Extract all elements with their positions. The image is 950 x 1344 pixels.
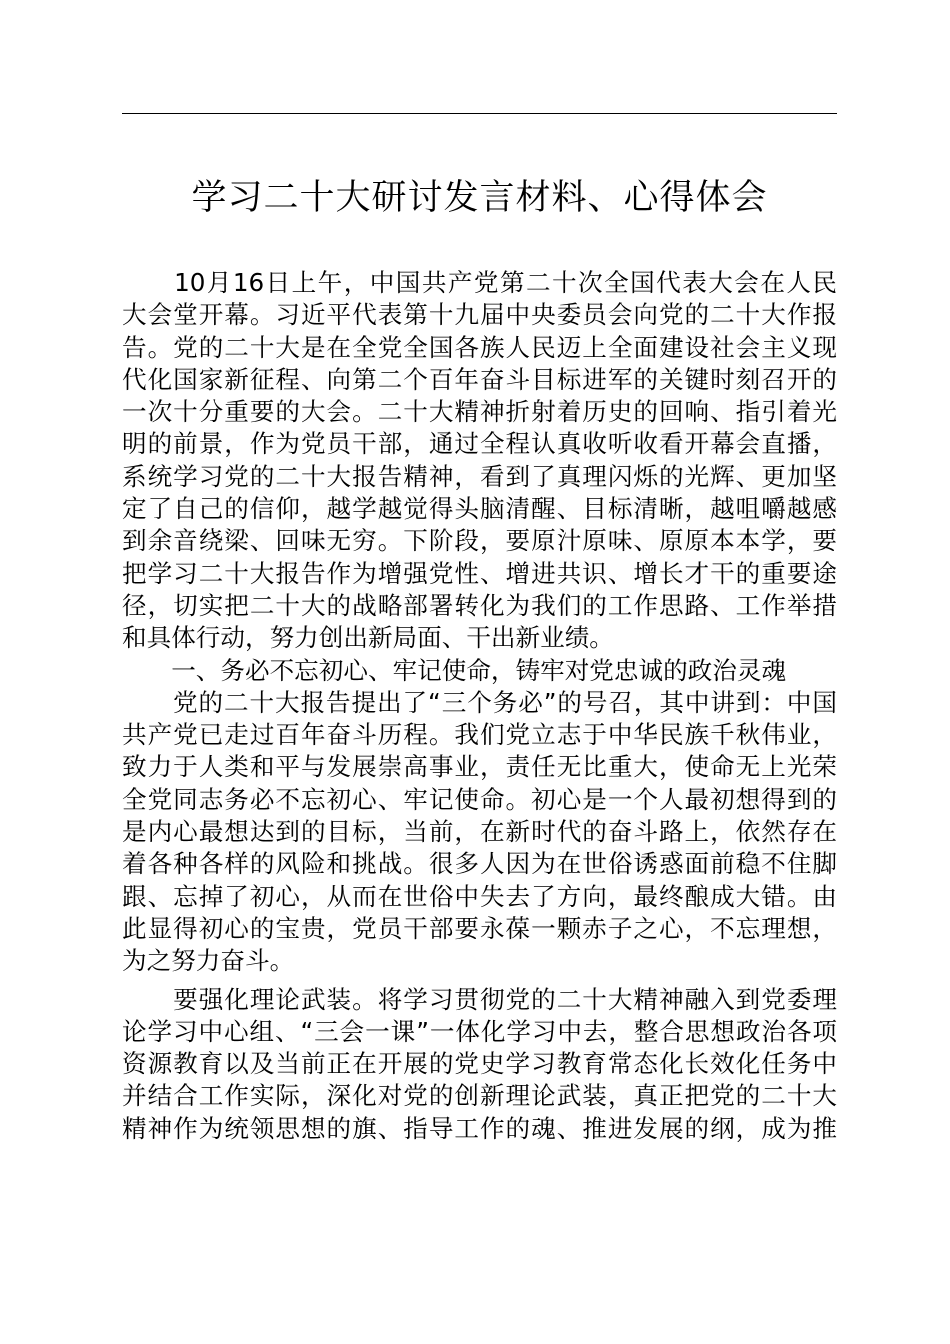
text-line: 大会堂开幕。习近平代表第十九届中央委员会向党的二十大作报 <box>122 300 837 330</box>
text-line: 是内心最想达到的目标，当前，在新时代的奋斗路上，依然存在 <box>122 817 837 847</box>
text-line: 并结合工作实际，深化对党的创新理论武装，真正把党的二十大 <box>122 1081 837 1111</box>
text-line: 10月16日上午，中国共产党第二十次全国代表大会在人民 <box>122 268 837 297</box>
text-line: 精神作为统领思想的旗、指导工作的魂、推进发展的纲，成为推 <box>122 1113 837 1143</box>
section-heading: 一、务必不忘初心、牢记使命，铸牢对党忠诚的政治灵魂 <box>122 655 787 685</box>
document-body <box>122 267 837 1145</box>
text-line: 定了自己的信仰，越学越觉得头脑清醒、目标清晰，越咀嚼越感 <box>122 494 837 524</box>
text-line: 党的二十大报告提出了“三个务必”的号召，其中讲到：中国 <box>122 687 837 717</box>
text-line: 到余音绕梁、回味无穷。下阶段，要原汁原味、原原本本学，要 <box>122 526 837 556</box>
text-line: 着各种各样的风险和挑战。很多人因为在世俗诱惑面前稳不住脚 <box>122 849 837 879</box>
text-line: 此显得初心的宝贵，党员干部要永葆一颗赤子之心，不忘理想， <box>122 913 837 943</box>
text-line: 为之努力奋斗。 <box>122 946 295 976</box>
text-line: 和具体行动，努力创出新局面、干出新业绩。 <box>122 623 614 653</box>
text-line: 系统学习党的二十大报告精神，看到了真理闪烁的光辉、更加坚 <box>122 461 837 491</box>
header-rule <box>122 113 837 114</box>
text-line: 一次十分重要的大会。二十大精神折射着历史的回响、指引着光 <box>122 397 837 427</box>
text-line: 告。党的二十大是在全党全国各族人民迈上全面建设社会主义现 <box>122 332 837 362</box>
document-title: 学习二十大研讨发言材料、心得体会 <box>191 178 768 218</box>
text-line: 把学习二十大报告作为增强党性、增进共识、增长才干的重要途 <box>122 558 837 588</box>
text-line: 明的前景，作为党员干部，通过全程认真收听收看开幕会直播， <box>122 429 837 459</box>
text-line: 代化国家新征程、向第二个百年奋斗目标进军的关键时刻召开的 <box>122 364 837 394</box>
text-line: 论学习中心组、“三会一课”一体化学习中去，整合思想政治各项 <box>122 1016 837 1046</box>
text-line: 致力于人类和平与发展崇高事业，责任无比重大，使命无上光荣 <box>122 752 837 782</box>
text-line: 全党同志务必不忘初心、牢记使命。初心是一个人最初想得到的 <box>122 784 837 814</box>
text-line: 共产党已走过百年奋斗历程。我们党立志于中华民族千秋伟业， <box>122 720 837 750</box>
text-line: 径，切实把二十大的战略部署转化为我们的工作思路、工作举措 <box>122 590 837 620</box>
text-line: 资源教育以及当前正在开展的党史学习教育常态化长效化任务中 <box>122 1049 837 1079</box>
text-line: 要强化理论武装。将学习贯彻党的二十大精神融入到党委理 <box>122 984 837 1014</box>
text-line: 跟、忘掉了初心，从而在世俗中失去了方向，最终酿成大错。由 <box>122 881 837 911</box>
